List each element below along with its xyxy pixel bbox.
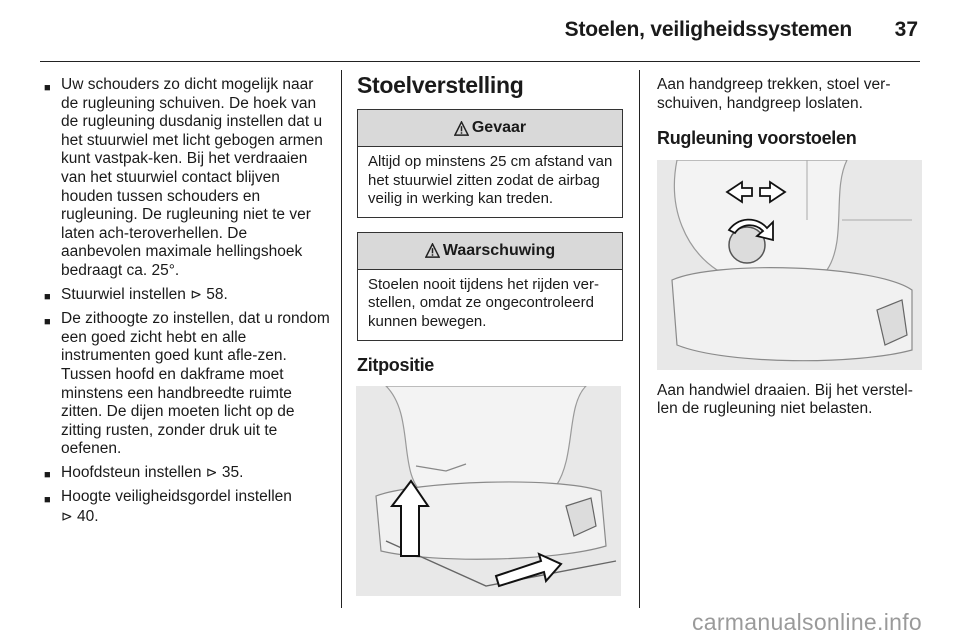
column-divider-2 (639, 70, 640, 608)
xref-arrow-icon: ⊳ (190, 285, 202, 302)
left-column (44, 76, 330, 531)
bullet-icon: ■ (44, 468, 51, 481)
warning-box-header (358, 233, 622, 270)
warning-triangle-icon (425, 243, 440, 258)
warning-label: Waarschuwing (442, 241, 556, 259)
danger-box-header (358, 110, 622, 147)
bullet-icon: ■ (44, 494, 51, 507)
danger-label: Gevaar (471, 119, 527, 136)
list-item-text: Hoogte veiligheidsgordel instellen (61, 488, 292, 506)
page-header (0, 18, 960, 48)
header-divider (40, 61, 920, 62)
bullet-icon: ■ (44, 290, 51, 303)
list-item-text: Hoofdsteun instellen (61, 463, 202, 481)
column-divider-1 (341, 70, 342, 608)
list-item (44, 310, 330, 459)
backrest-illustration (657, 160, 922, 370)
section-heading: Stoelverstelling (357, 72, 524, 98)
list-item (44, 463, 330, 485)
seat-position-illustration (356, 386, 621, 596)
right-column (657, 76, 922, 419)
bullet-icon: ■ (44, 316, 51, 329)
page-number: 37 (894, 18, 918, 41)
list-item (44, 76, 330, 281)
list-item-text: Stuurwiel instellen (61, 285, 186, 303)
bullet-icon: ■ (44, 82, 51, 94)
section-title: Stoelen, veiligheidssystemen (564, 18, 852, 41)
subsection-heading: Zitpositie (357, 354, 434, 375)
watermark: carmanualsonline.info (691, 609, 922, 635)
subsection-heading: Rugleuning voorstoelen (657, 128, 857, 149)
warning-box (357, 232, 623, 341)
list-item-text: De zithoogte zo instellen, dat u rondom een goed zicht hebt en alle instrumenten goed kunt afle-zen. Tussen hoofd en dakframe moet minstens een handbreedte ruimte zitten. De dijen moeten licht op de zitting rusten, zonder druk uit te oefenen. (61, 310, 330, 458)
middle-column (357, 72, 623, 596)
danger-box (357, 109, 623, 218)
warning-triangle-icon (454, 121, 469, 136)
page-reference[interactable]: 40. (77, 508, 99, 526)
page-reference[interactable]: 35. (221, 463, 244, 481)
xref-arrow-icon: ⊳ (205, 463, 218, 480)
list-item (44, 488, 330, 526)
warning-text: Stoelen nooit tijdens het rijden ver-stellen, omdat ze ongecontroleerd kunnen bewegen. (368, 275, 599, 330)
xref-arrow-icon: ⊳ (61, 508, 73, 525)
page-reference[interactable]: 58. (206, 285, 228, 303)
list-item (44, 285, 330, 307)
danger-text: Altijd op minstens 25 cm afstand van het stuurwiel zitten zodat de airbag veilig in werking kan treden. (368, 153, 613, 208)
figure-caption: Aan handwiel draaien. Bij het verstel-len de rugleuning niet belasten. (657, 381, 913, 418)
instruction-text: Aan handgreep trekken, stoel ver-schuiven, handgreep loslaten. (657, 76, 891, 112)
list-item-text: Uw schouders zo dicht mogelijk naar de rugleuning schuiven. De hoek van de rugleuning dusdanig instellen dat u het stuurwiel met licht gebogen armen kunt vastpak-ken. Bij het verdraaien van het stuurwiel contact blijven houden tussen schouders en rugleuning. De rugleuning niet te ver laten ach-teroverhellen. De aanbevolen maximale hellingshoek bedraagt ca. 25°. (61, 76, 323, 279)
